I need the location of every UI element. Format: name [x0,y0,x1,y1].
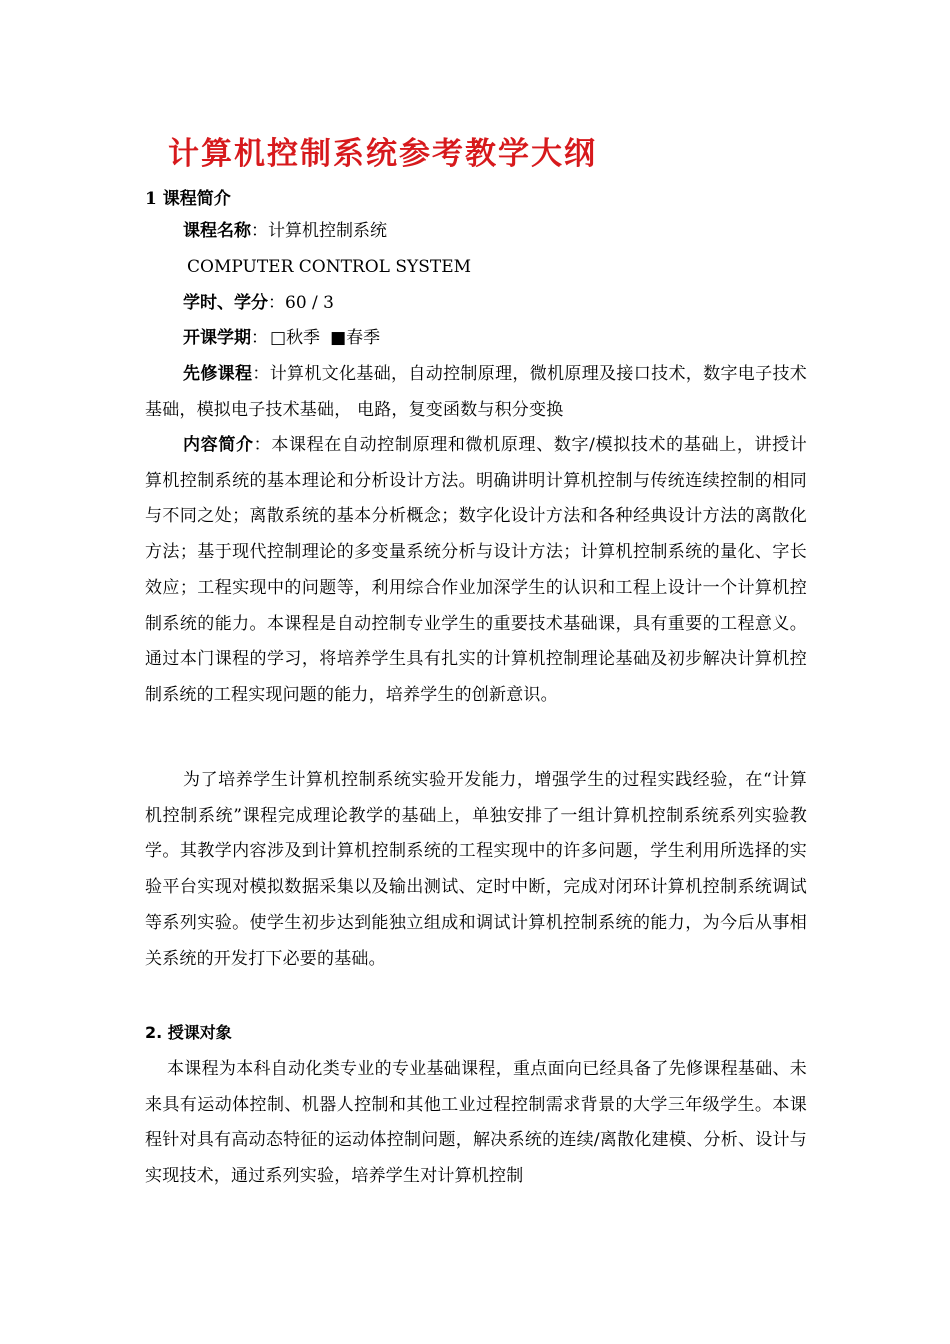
colon: ： [268,293,285,313]
term-label: 开课学期 [183,328,251,348]
term-line [183,321,848,357]
term-autumn: 秋季 [286,328,321,348]
hours-label: 学时、学分 [183,293,268,313]
hours-line [183,286,848,322]
hours-value: 60 / 3 [285,293,334,313]
course-name-label: 课程名称 [183,221,251,241]
course-name-line [183,214,848,250]
course-name-value: 计算机控制系统 [268,221,387,241]
section-2-heading: 2. 授课对象 [145,1023,232,1042]
intro-value: 本课程在自动控制原理和微机原理、数字/模拟技术的基础上，讲授计算机控制系统的基本理论和分析设计方法。明确讲明计算机控制与传统连续控制的相同与不同之处；离散系统的基本分析概念；数字化设计方法和各种经典设计方法的离散化方法；基于现代控制理论的多变量系统分析与设计方法；计算机控制系统的量化、字长效应；工程实现中的问题等，利用综合作业加深学生的认识和工程上设计一个计算机控制系统的能力。本课程是自动控制专业学生的重要技术基础课，具有重要的工程意义。通过本门课程的学习，将培养学生具有扎实的计算机控制理论基础及初步解决计算机控制系统的工程实现问题的能力，培养学生的创新意识。 [145,435,807,705]
colon: ： [252,364,270,384]
english-name-line: COMPUTER CONTROL SYSTEM [187,257,472,277]
intro-paragraph [145,428,807,714]
document-title: 计算机控制系统参考教学大纲 [168,136,597,172]
prereq-label: 先修课程 [183,364,253,384]
lab-paragraph: 为了培养学生计算机控制系统实验开发能力，增强学生的过程实践经验，在“计算机控制系统”课程完成理论教学的基础上，单独安排了一组计算机控制系统系列实验教学。其教学内容涉及到计算机控制系统的工程实现中的许多问题，学生利用所选择的实验平台实现对模拟数据采集以及输出测试、定时中断，完成对闭环计算机控制系统调试等系列实验。使学生初步达到能独立组成和调试计算机控制系统的能力，为今后从事相关系统的开发打下必要的基础。 [145,770,807,969]
audience-paragraph: 本课程为本科自动化类专业的专业基础课程，重点面向已经具备了先修课程基础、未来具有运动体控制、机器人控制和其他工业过程控制需求背景的大学三年级学生。本课程针对具有高动态特征的运动体控制问题，解决系统的连续/离散化建模、分析、设计与实现技术，通过系列实验，培养学生对计算机控制 [145,1059,807,1187]
colon: ： [253,435,272,455]
section-1-heading: 1 课程简介 [145,189,231,209]
prereq-value: 计算机文化基础，自动控制原理，微机原理及接口技术，数字电子技术基础，模拟电子技术基础， 电路，复变函数与积分变换 [145,364,807,420]
colon: ： [251,221,268,241]
autumn-checkbox-icon: □ [270,328,287,348]
term-spring: 春季 [346,328,381,348]
prereq-paragraph [145,357,807,428]
colon: ： [251,328,268,348]
intro-label: 内容简介 [183,435,254,455]
spring-checkbox-icon: ■ [330,328,347,348]
